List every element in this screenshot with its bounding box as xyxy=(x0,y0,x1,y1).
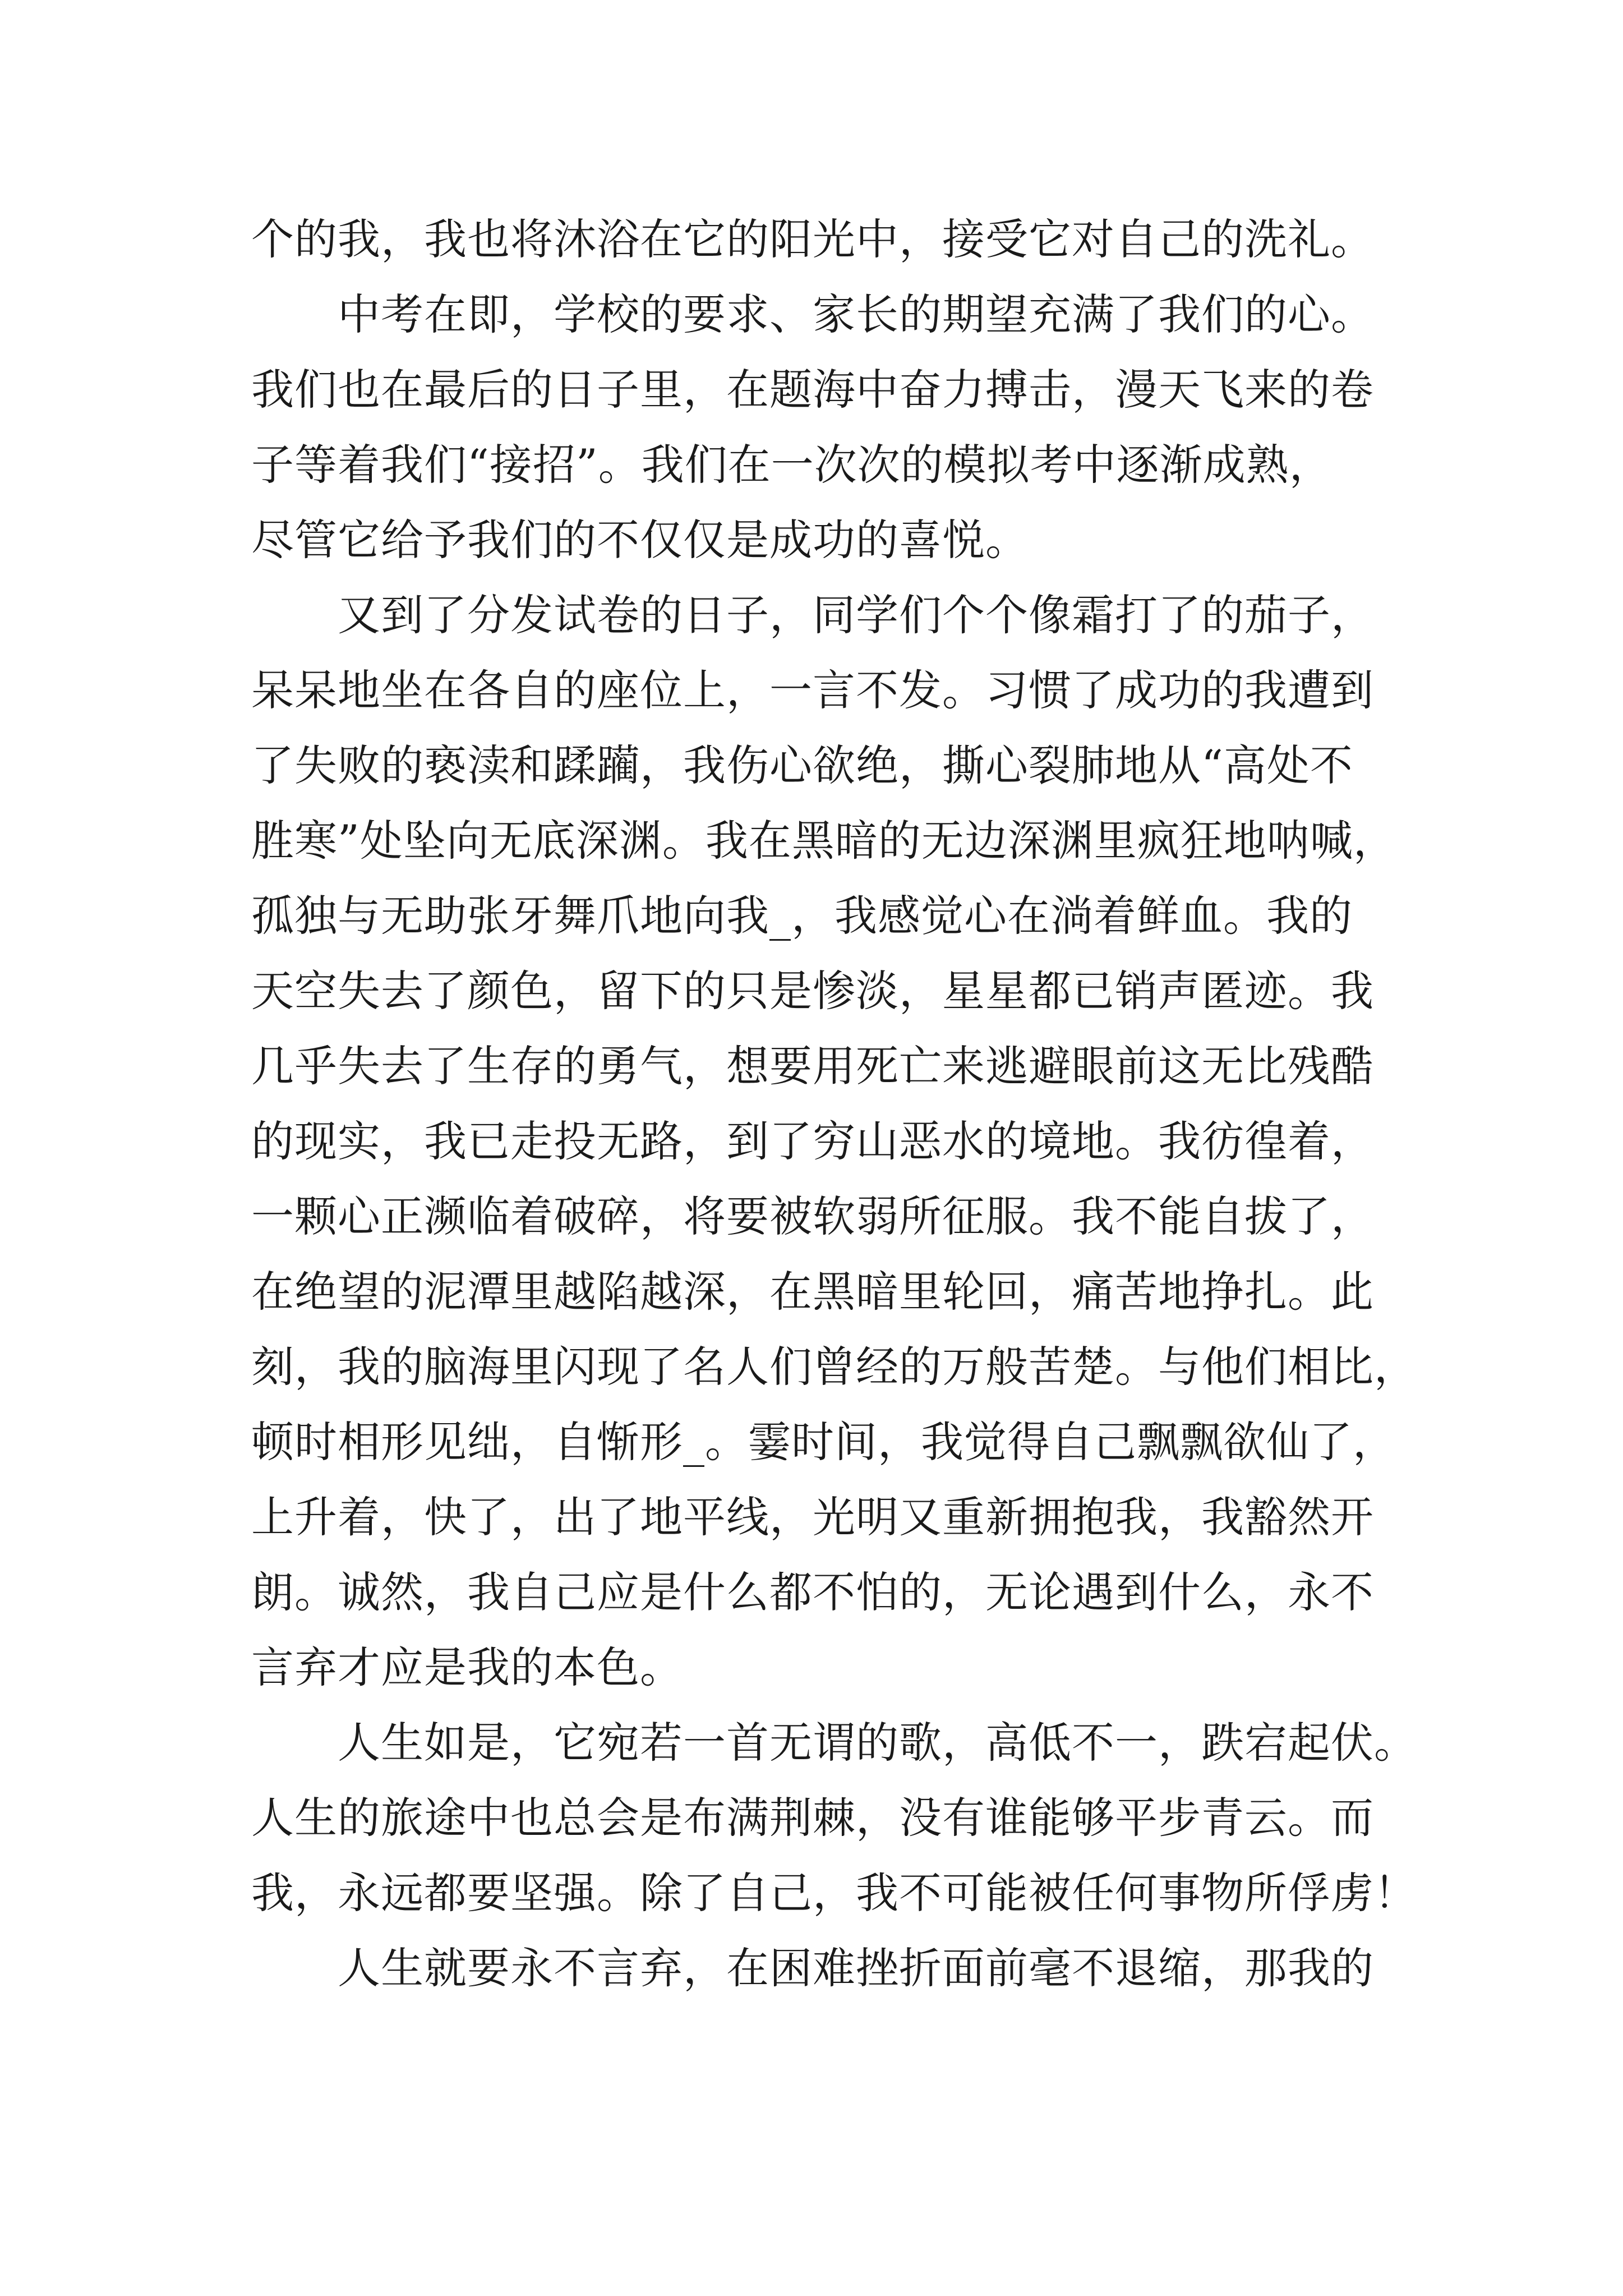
text-line: 天空失去了颜色，留下的只是惨淡，星星都已销声匿迹。我 xyxy=(251,966,1374,1016)
text-line: 子等着我们“接招”。我们在一次次的模拟考中逐渐成熟， xyxy=(251,440,1332,490)
text-line: 人生就要永不言弃，在困难挫折面前毫不退缩，那我的 xyxy=(251,1943,1374,1993)
text-line: 几乎失去了生存的勇气，想要用死亡来逃避眼前这无比残酷 xyxy=(251,1041,1374,1091)
text-line: 孤独与无助张牙舞爪地向我_，我感觉心在淌着鲜血。我的 xyxy=(251,891,1353,941)
text-line: 朗。诚然，我自己应是什么都不怕的，无论遇到什么，永不 xyxy=(251,1567,1374,1617)
body-text xyxy=(251,202,1417,2006)
text-line: 上升着，快了，出了地平线，光明又重新拥抱我，我豁然开 xyxy=(251,1492,1374,1542)
text-line: 人生的旅途中也总会是布满荆棘，没有谁能够平步青云。而 xyxy=(251,1793,1374,1843)
text-line: 在绝望的泥潭里越陷越深，在黑暗里轮回，痛苦地挣扎。此 xyxy=(251,1267,1374,1317)
text-line: 言弃才应是我的本色。 xyxy=(251,1642,683,1692)
text-line: 人生如是，它宛若一首无谓的歌，高低不一，跌宕起伏。 xyxy=(251,1718,1417,1768)
text-line: 个的我，我也将沐浴在它的阳光中，接受它对自己的洗礼。 xyxy=(251,214,1374,264)
text-line: 尽管它给予我们的不仅仅是成功的喜悦。 xyxy=(251,515,1029,565)
text-line: 我，永远都要坚强。除了自己，我不可能被任何事物所俘虏！ xyxy=(251,1868,1417,1918)
text-line: 的现实，我已走投无路，到了穷山恶水的境地。我彷徨着， xyxy=(251,1116,1374,1166)
text-line: 我们也在最后的日子里，在题海中奋力搏击，漫天飞来的卷 xyxy=(251,365,1374,415)
text-line: 一颗心正濒临着破碎，将要被软弱所征服。我不能自拔了， xyxy=(251,1191,1374,1241)
text-line: 顿时相形见绌，自惭形_。霎时间，我觉得自己飘飘欲仙了， xyxy=(251,1417,1396,1467)
text-line: 了失败的亵渎和蹂躏，我伤心欲绝，撕心裂肺地从“高处不 xyxy=(251,740,1353,790)
text-line: 又到了分发试卷的日子，同学们个个像霜打了的茄子， xyxy=(251,590,1374,640)
text-line: 呆呆地坐在各自的座位上，一言不发。习惯了成功的我遭到 xyxy=(251,665,1374,715)
text-line: 胜寒”处坠向无底深渊。我在黑暗的无边深渊里疯狂地呐喊， xyxy=(251,816,1396,866)
text-line: 刻，我的脑海里闪现了名人们曾经的万般苦楚。与他们相比， xyxy=(251,1342,1417,1392)
text-line: 中考在即，学校的要求、家长的期望充满了我们的心。 xyxy=(251,289,1374,339)
